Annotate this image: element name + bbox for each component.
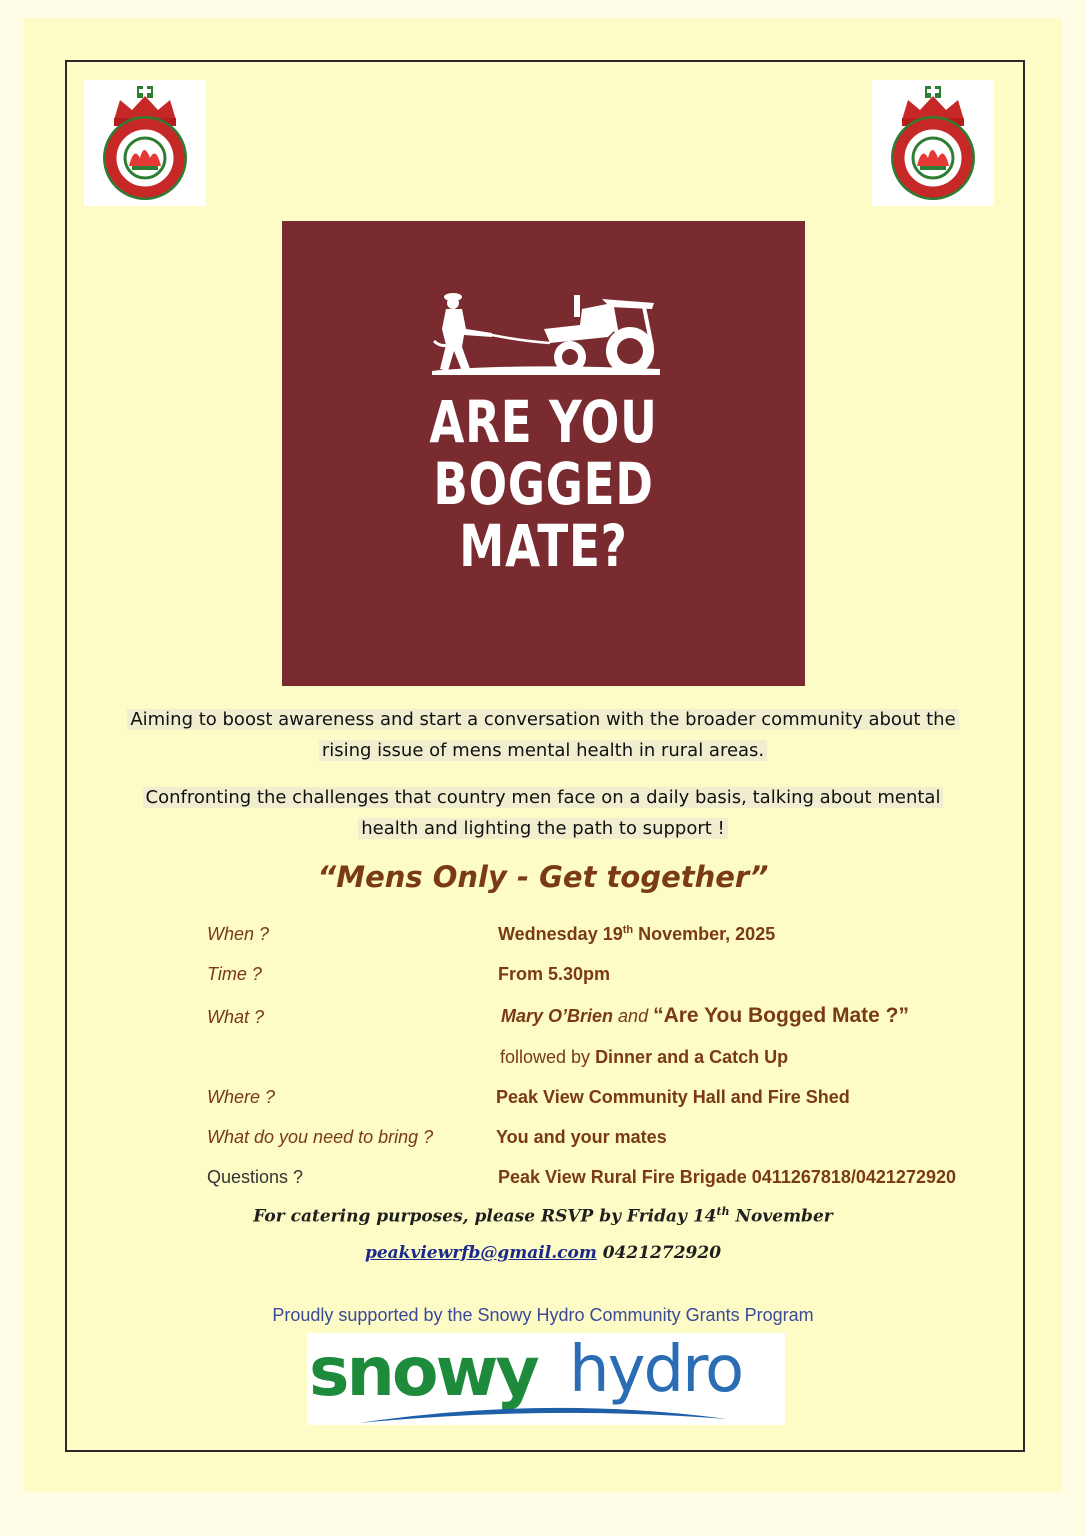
snowy-hydro-logo (307, 1333, 785, 1425)
where-label: Where ? (207, 1087, 276, 1107)
svg-text:hydro: hydro (569, 1333, 743, 1407)
event-headline: “Mens Only - Get together” (317, 860, 769, 894)
bring-value: You and your mates (496, 1127, 667, 1147)
followed-by (500, 1047, 788, 1068)
when-value-text: Wednesday 19 (498, 924, 623, 944)
banner-title (340, 388, 748, 580)
nsw-rural-fire-service-crest-icon (84, 80, 206, 206)
contact-phone: 0421272920 (596, 1243, 722, 1263)
intro-paragraph-1 (70, 704, 1016, 766)
time-label: Time ? (207, 964, 262, 984)
what-and: and (613, 1006, 654, 1026)
banner-title-line: MATE? (459, 512, 628, 580)
questions-label: Questions ? (207, 1167, 304, 1187)
rsvp-note (0, 1205, 1086, 1227)
intro-line: Confronting the challenges that country men face on a daily basis, talking about mental (143, 787, 944, 808)
when-value (498, 924, 775, 945)
intro-line: rising issue of mens mental health in rural areas. (319, 740, 767, 761)
when-value-month: November, 2025 (633, 924, 776, 944)
where-value: Peak View Community Hall and Fire Shed (496, 1087, 850, 1107)
support-text: Proudly supported by the Snowy Hydro Community Grants Program (272, 1305, 814, 1325)
what-label: What ? (207, 1007, 265, 1027)
svg-text:snowy: snowy (309, 1333, 537, 1412)
bring-label: What do you need to bring ? (207, 1127, 434, 1147)
what-program: “Are You Bogged Mate ?” (653, 1004, 910, 1027)
rsvp-text: For catering purposes, please RSVP by Friday 14 (253, 1206, 717, 1227)
questions-value: Peak View Rural Fire Brigade 0411267818/0421272920 (498, 1167, 956, 1187)
banner-title-line: ARE YOU (429, 388, 658, 456)
intro-paragraph-2 (70, 782, 1016, 844)
followed-value: Dinner and a Catch Up (595, 1047, 789, 1067)
nsw-rural-fire-service-crest-icon (872, 80, 994, 206)
rfs-crest-left (84, 80, 206, 206)
farmer-tractor-icon (432, 289, 662, 379)
contact-line (0, 1243, 1086, 1263)
when-value-suffix: th (622, 924, 634, 936)
campaign-banner (282, 221, 805, 686)
rfs-crest-right (872, 80, 994, 206)
intro-line: Aiming to boost awareness and start a conversation with the broader community about the (127, 709, 958, 730)
email-link[interactable]: peakviewrfb@gmail.com (364, 1243, 597, 1263)
what-value (501, 1004, 909, 1028)
what-speaker: Mary O’Brien (501, 1006, 614, 1026)
snowy-hydro-logo-icon (307, 1333, 785, 1425)
followed-pre: followed by (500, 1047, 596, 1067)
banner-title-line: BOGGED (433, 450, 654, 518)
intro-line: health and lighting the path to support ! (358, 818, 727, 839)
time-value: From 5.30pm (498, 964, 611, 984)
rsvp-month: November (729, 1206, 833, 1227)
rsvp-suffix: th (716, 1205, 730, 1218)
when-label: When ? (207, 924, 270, 944)
